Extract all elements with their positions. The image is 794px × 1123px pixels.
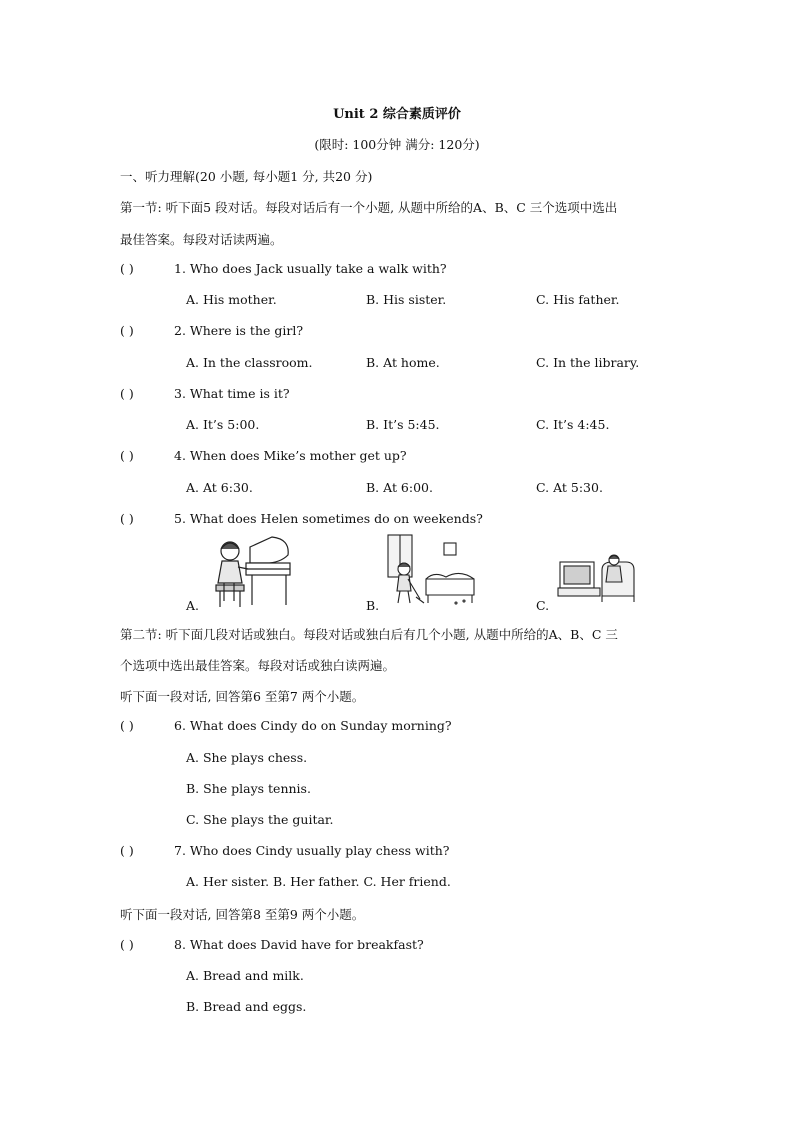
option-c: C. His father. xyxy=(536,292,620,307)
question-stem: 1. Who does Jack usually take a walk with? xyxy=(174,261,447,276)
question-stem: 2. Where is the girl? xyxy=(174,323,304,338)
page-title: Unit 2 综合素质评价 xyxy=(333,107,461,122)
question-5 xyxy=(120,511,483,526)
option-a: A. In the classroom. xyxy=(186,355,313,370)
answer-blank[interactable]: ( ) xyxy=(120,718,134,733)
option-a: A. xyxy=(186,598,200,613)
answer-blank[interactable]: ( ) xyxy=(120,511,134,526)
question-7 xyxy=(120,843,449,858)
listen-instruction-8-9: 听下面一段对话, 回答第8 至第9 两个小题。 xyxy=(120,907,365,922)
part2-instructions-line1: 第二节: 听下面几段对话或独白。每段对话或独白后有几个小题, 从题中所给的A、B、C 三 xyxy=(120,627,618,642)
question-8 xyxy=(120,937,424,952)
option-b: B. She plays tennis. xyxy=(186,781,311,796)
answer-blank[interactable]: ( ) xyxy=(120,261,134,276)
option-b: B. Bread and eggs. xyxy=(186,999,307,1014)
question-3 xyxy=(120,386,290,401)
option-b: B. xyxy=(366,598,380,613)
answer-blank[interactable]: ( ) xyxy=(120,386,134,401)
question-stem: 4. When does Mike’s mother get up? xyxy=(174,448,407,463)
option-c: C. At 5:30. xyxy=(536,480,603,495)
answer-blank[interactable]: ( ) xyxy=(120,323,134,338)
options-abc: A. Her sister. B. Her father. C. Her friend. xyxy=(186,874,451,889)
person-watching-tv-picture xyxy=(556,550,636,608)
answer-blank[interactable]: ( ) xyxy=(120,448,134,463)
option-c: C. xyxy=(536,598,550,613)
answer-blank[interactable]: ( ) xyxy=(120,937,134,952)
section-heading: 一、听力理解(20 小题, 每小题1 分, 共20 分) xyxy=(120,169,373,184)
listen-instruction-6-7: 听下面一段对话, 回答第6 至第7 两个小题。 xyxy=(120,689,365,704)
girl-sweeping-floor-picture xyxy=(386,533,480,607)
option-b: B. His sister. xyxy=(366,292,447,307)
option-b: B. At home. xyxy=(366,355,440,370)
question-stem: 3. What time is it? xyxy=(174,386,290,401)
question-6 xyxy=(120,718,452,733)
option-c: C. She plays the guitar. xyxy=(186,812,334,827)
part1-instructions-line1: 第一节: 听下面5 段对话。每段对话后有一个小题, 从题中所给的A、B、C 三个选项中选出 xyxy=(120,200,618,215)
question-stem: 7. Who does Cindy usually play chess with? xyxy=(174,843,450,858)
option-c: C. It’s 4:45. xyxy=(536,417,610,432)
question-4 xyxy=(120,448,407,463)
option-a: A. Bread and milk. xyxy=(186,968,304,983)
option-a: A. It’s 5:00. xyxy=(186,417,260,432)
part1-instructions-line2: 最佳答案。每段对话读两遍。 xyxy=(120,232,283,247)
question-stem: 6. What does Cindy do on Sunday morning? xyxy=(174,718,452,733)
question-stem: 8. What does David have for breakfast? xyxy=(174,937,424,952)
question-1 xyxy=(120,261,447,276)
option-b: B. It’s 5:45. xyxy=(366,417,440,432)
part2-instructions-line2: 个选项中选出最佳答案。每段对话或独白读两遍。 xyxy=(120,658,396,673)
page-subtitle: (限时: 100分钟 满分: 120分) xyxy=(314,137,480,152)
option-a: A. His mother. xyxy=(186,292,277,307)
question-2 xyxy=(120,323,303,338)
question-stem: 5. What does Helen sometimes do on weekends? xyxy=(174,511,483,526)
girl-playing-piano-picture xyxy=(210,533,294,611)
option-b: B. At 6:00. xyxy=(366,480,433,495)
option-a: A. At 6:30. xyxy=(186,480,253,495)
option-c: C. In the library. xyxy=(536,355,640,370)
answer-blank[interactable]: ( ) xyxy=(120,843,134,858)
option-a: A. She plays chess. xyxy=(186,750,308,765)
